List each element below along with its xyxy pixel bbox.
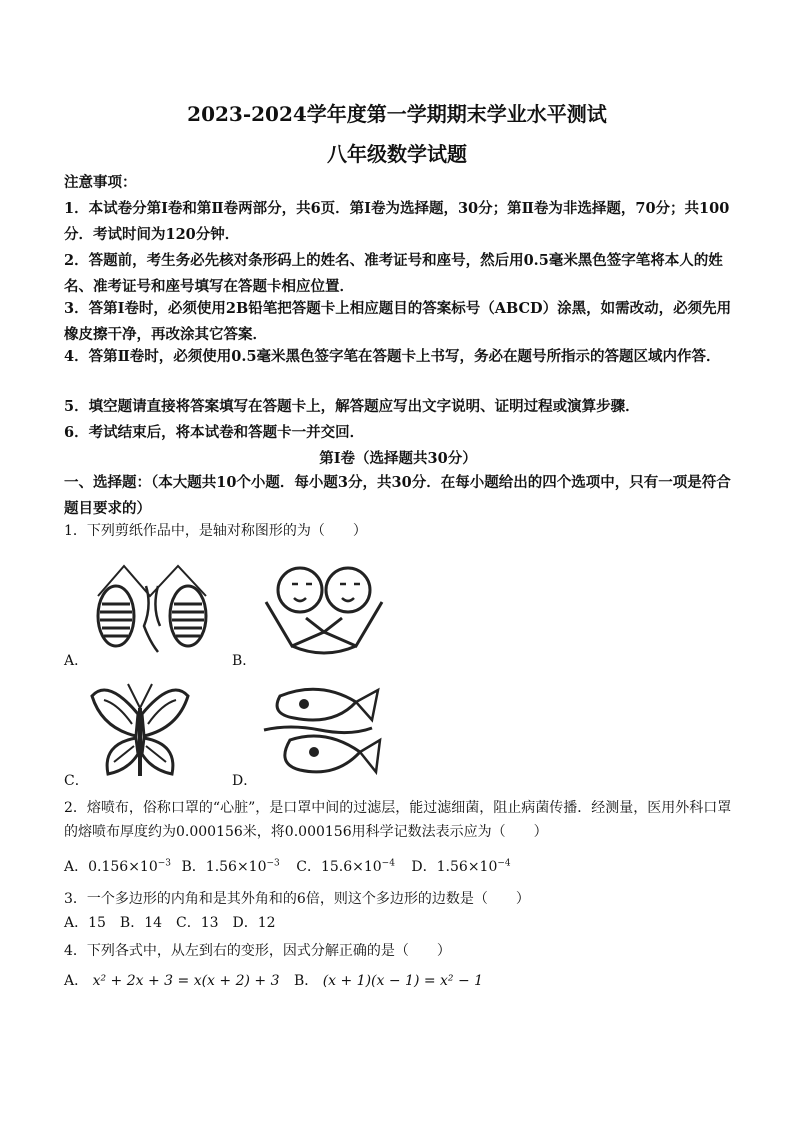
q2-option-d: D．$1.56\times 10^{-4}$ xyxy=(411,858,511,875)
q2-option-b: B．$1.56\times 10^{-3}$ xyxy=(181,858,280,875)
notice-item-4: 4．答第Ⅱ卷时，必须使用0.5毫米黑色签字笔在答题卡上书写，务必在题号所指示的答题区域内作答． xyxy=(64,348,721,365)
notice-item-3: 3．答第Ⅰ卷时，必须使用2B铅笔把答题卡上相应题目的答案标号（ABCD）涂黑，如需改动，必须先用橡皮擦干净，再改涂其它答案． xyxy=(64,300,732,343)
papercut-butterfly-image xyxy=(88,678,192,782)
notice-item-2: 2．答题前，考生务必先核对条形码上的姓名、准考证号和座号，然后用0.5毫米黑色签字笔将本人的姓名、准考证号和座号填写在答题卡相应位置． xyxy=(64,252,723,295)
exam-title: 2023-2024学年度第一学期期末学业水平测试 xyxy=(187,102,607,126)
q2-option-a: A．$0.156\times 10^{-3}$ xyxy=(64,858,172,875)
q1-stem: 1．下列剪纸作品中，是轴对称图形的为（ ） xyxy=(64,523,367,539)
notice-item-1: 1．本试卷分第Ⅰ卷和第Ⅱ卷两部分，共6页．第Ⅰ卷为选择题，30分；第Ⅱ卷为非选择题，70分；共100分．考试时间为120分钟． xyxy=(64,200,730,243)
exam-subtitle: 八年级数学试题 xyxy=(327,142,467,166)
q3-options: A．15 B．14 C．13 D．12 xyxy=(64,915,276,931)
q4-stem: 4．下列各式中，从左到右的变形，因式分解正确的是（ ） xyxy=(64,943,451,959)
q2-stem: 2．熔喷布，俗称口罩的“心脏”，是口罩中间的过滤层，能过滤细菌，阻止病菌传播．经测量，医用外科口罩的熔喷布厚度约为0.000156米，将0.000156用科学记数法表示应为（ ） xyxy=(64,800,732,840)
q1-option-d-label: D． xyxy=(232,773,258,789)
q1-option-a-label: A． xyxy=(64,653,89,669)
notice-item-6: 6．考试结束后，将本试卷和答题卡一并交回． xyxy=(64,424,365,441)
q2-options xyxy=(64,856,511,876)
q1-option-b-label: B． xyxy=(232,653,257,669)
section-intro: 一、选择题：（本大题共10个小题．每小题3分，共30分．在每小题给出的四个选项中，只有一项是符合题目要求的） xyxy=(64,474,731,517)
q4-option-b-label: B． xyxy=(293,973,319,989)
notice-item-5: 5．填空题请直接将答案填写在答题卡上，解答题应写出文字说明、证明过程或演算步骤． xyxy=(64,398,640,415)
q1-option-c-label: C． xyxy=(64,773,89,789)
papercut-children-image xyxy=(262,562,386,658)
q4-option-a: x² + 2x + 3 = x(x + 2) + 3 xyxy=(92,973,280,989)
q4-options xyxy=(64,970,483,990)
q2-option-c: C．$15.6\times 10^{-4}$ xyxy=(296,858,395,875)
notice-heading: 注意事项： xyxy=(64,174,137,191)
q4-option-b: (x + 1)(x − 1) = x² − 1 xyxy=(322,973,484,989)
papercut-fish-image xyxy=(260,680,382,782)
q3-stem: 3．一个多边形的内角和是其外角和的6倍，则这个多边形的边数是（ ） xyxy=(64,891,530,907)
section-heading: 第Ⅰ卷（选择题共30分） xyxy=(319,450,477,467)
q4-option-a-label: A． xyxy=(64,973,89,989)
papercut-lanterns-image xyxy=(88,556,216,660)
